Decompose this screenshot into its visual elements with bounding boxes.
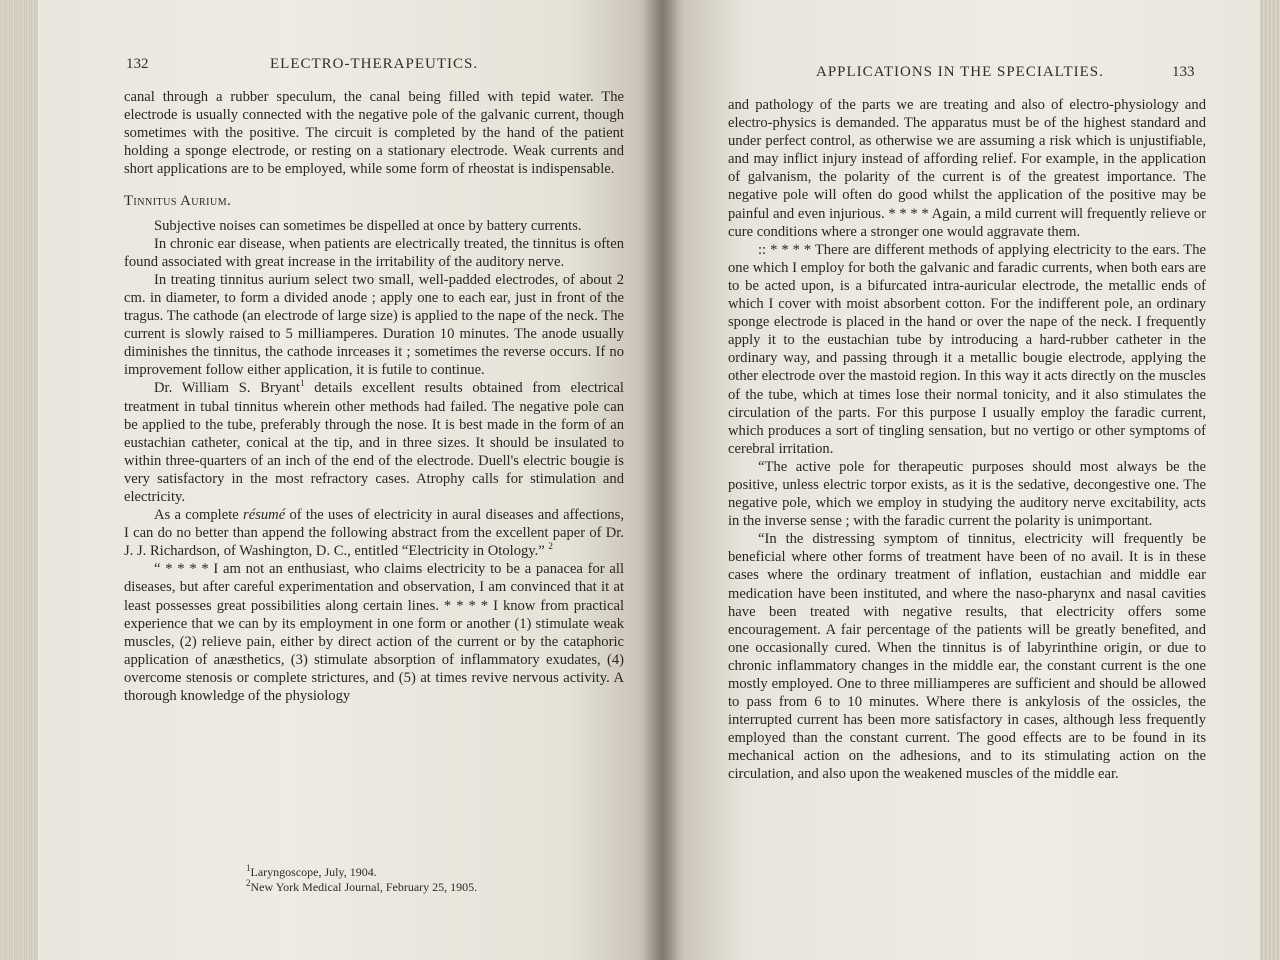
paragraph-text: details excellent results obtained from electrical treatment in tubal tinnitus wherein other methods had failed. The negative pole can be applied to the tube, preferably through the nose. It is best made in the form of an eustachian catheter, conical at the tip, and in three sizes. It should be insulated to within three-quarters of an inch of the end of the electrode. Duell's electric bougie is very satisfactory in the most refractory cases. Atrophy calls for stimulation and electricity. — [124, 380, 624, 505]
paragraph-text: Dr. William S. Bryant — [154, 380, 300, 397]
page-stack-right — [1258, 0, 1280, 960]
paragraph: In treating tinnitus aurium select two small, well-padded electrodes, of about 2 cm. in diameter, to form a divided anode ; apply one to each ear, just in front of the tragus. The cathode (an electrode of large size) is applied to the nape of the neck. The current is slowly raised to 5 milliamperes. Duration 10 minutes. The anode usually diminishes the tinnitus, the cathode inrceases it ; sometimes the reverse occurs. If no improvement follow either application, it is futile to continue. — [124, 271, 624, 379]
page-number: 132 — [126, 56, 149, 72]
footnote-text: New York Medical Journal, February 25, 1905. — [250, 880, 478, 894]
right-page — [662, 0, 1260, 960]
paragraph: “ * * * * I am not an enthusiast, who claims electricity to be a panacea for all diseases, but after careful experimentation and observation, I am convinced that it at least possesses great possibilities along certain lines. * * * * I know from practical experience that we can by its employment in one form or another (1) stimulate weak muscles, (2) relieve pain, either by direct action of the current or by the cataphoric application of anæsthetics, (3) stimulate absorption of inflammatory exudates, (4) overcome stenosis or complete strictures, and (5) at times revive nervous activity. A thorough knowledge of the physiology — [124, 561, 624, 704]
page-number: 133 — [1172, 64, 1195, 80]
running-head: ELECTRO-THERAPEUTICS. — [270, 56, 479, 72]
section-heading: Tinnitus Aurium. — [124, 193, 232, 210]
paragraph: canal through a rubber speculum, the canal being filled with tepid water. The electrode is usually connected with the negative pole of the galvanic current, though sometimes with the positive. The circuit is completed by the hand of the patient holding a sponge electrode, or resting on a stationary electrode. Weak currents and short applications are to be employed, while some form of rheostat is indispensable. — [124, 89, 624, 178]
footnote — [246, 880, 606, 895]
paragraph: “In the distressing symptom of tinnitus, electricity will frequently be beneficial where other forms of treatment have been of no avail. It is in these cases where the ordinary treatment of inflation, eustachian and middle ear medication have been instituted, and where the naso-pharynx and nasal cavities have been treated with negative results, that electricity offers some encouragement. A fair percentage of the patients will be greatly benefited, and one occasionally cured. When the tinnitus is of labyrinthine origin, or due to chronic inflammatory changes in the middle ear, the constant current is the one mostly employed. One to three milliamperes are sufficient and should be allowed to pass from 6 to 10 minutes. Where there is ankylosis of the ossicles, the interrupted current has been more satisfactory in cases, although less frequently employed than the constant current. The good effects are to be found in its mechanical action on the adhesions, and to its stimulating action on the circulation, and also upon the weakened muscles of the middle ear. — [728, 531, 1206, 783]
footnote — [246, 865, 606, 880]
footnote-ref: 2 — [548, 541, 553, 552]
footnote-number: 2 — [246, 878, 251, 888]
footnote-text: Laryngoscope, July, 1904. — [250, 865, 377, 879]
left-page — [38, 0, 662, 960]
paragraph-text: As a complete — [154, 507, 244, 524]
page-stack-left — [0, 0, 40, 960]
right-text-body — [728, 96, 1206, 784]
footnotes — [246, 865, 606, 895]
footnote-ref: 1 — [299, 378, 305, 389]
footnote-number: 1 — [246, 863, 251, 873]
italic-term: résumé — [243, 507, 286, 524]
running-head: APPLICATIONS IN THE SPECIALTIES. — [816, 64, 1104, 80]
paragraph-text: of the uses of electricity in aural diseases and affections, I can do no better than append the following abstract from the excellent paper of Dr. J. J. Richardson, of Washington, D. C., entitled “Electricity in Otology.” — [124, 507, 624, 560]
paragraph: “The active pole for therapeutic purposes should most always be the positive, unless electric torpor exists, as it is the sedative, decongestive one. The negative pole, which we employ in studying the auditory nerve excitability, acts in the inverse sense ; with the faradic current the polarity is unimportant. — [728, 458, 1206, 530]
left-text-body — [124, 88, 624, 705]
paragraph — [124, 379, 624, 506]
paragraph — [124, 506, 624, 560]
paragraph: Subjective noises can sometimes be dispelled at once by battery currents. — [154, 217, 582, 234]
paragraph: In chronic ear disease, when patients are electrically treated, the tinnitus is often found associated with great increase in the irritability of the auditory nerve. — [124, 235, 624, 270]
paragraph: and pathology of the parts we are treating and also of electro-physiology and electro-physics is demanded. The apparatus must be of the highest standard and under perfect control, as otherwise we are assuming a risk which is unjustifiable, and may inflict injury instead of affording relief. For example, in the application of galvanism, the polarity of the current is of the greatest importance. The negative pole will often do good whilst the application of the positive may be painful and even injurious. * * * * Again, a mild current will frequently relieve or cure conditions where a stronger one would aggravate them. — [728, 97, 1206, 240]
paragraph: :: * * * * There are different methods of applying electricity to the ears. The one which I employ for both the galvanic and faradic currents, when both ears are to be acted upon, is a bifurcated intra-auricular electrode, the metallic ends of which I cover with moist absorbent cotton. For the indifferent pole, an ordinary sponge electrode is placed in the hand or over the nape of the neck. I frequently apply it to the eustachian tube by introducing a hard-rubber catheter in the ordinary way, and passing through it a metallic bougie electrode, applying the other electrode over the mastoid region. In this way it acts directly on the muscles of the tube, which at times lose their normal tonicity, and it also stimulates the circulation of the parts. For this purpose I usually employ the faradic current, which produces a sort of tingling sensation, but no vertigo or other symptoms of cerebral irritation. — [728, 241, 1206, 457]
